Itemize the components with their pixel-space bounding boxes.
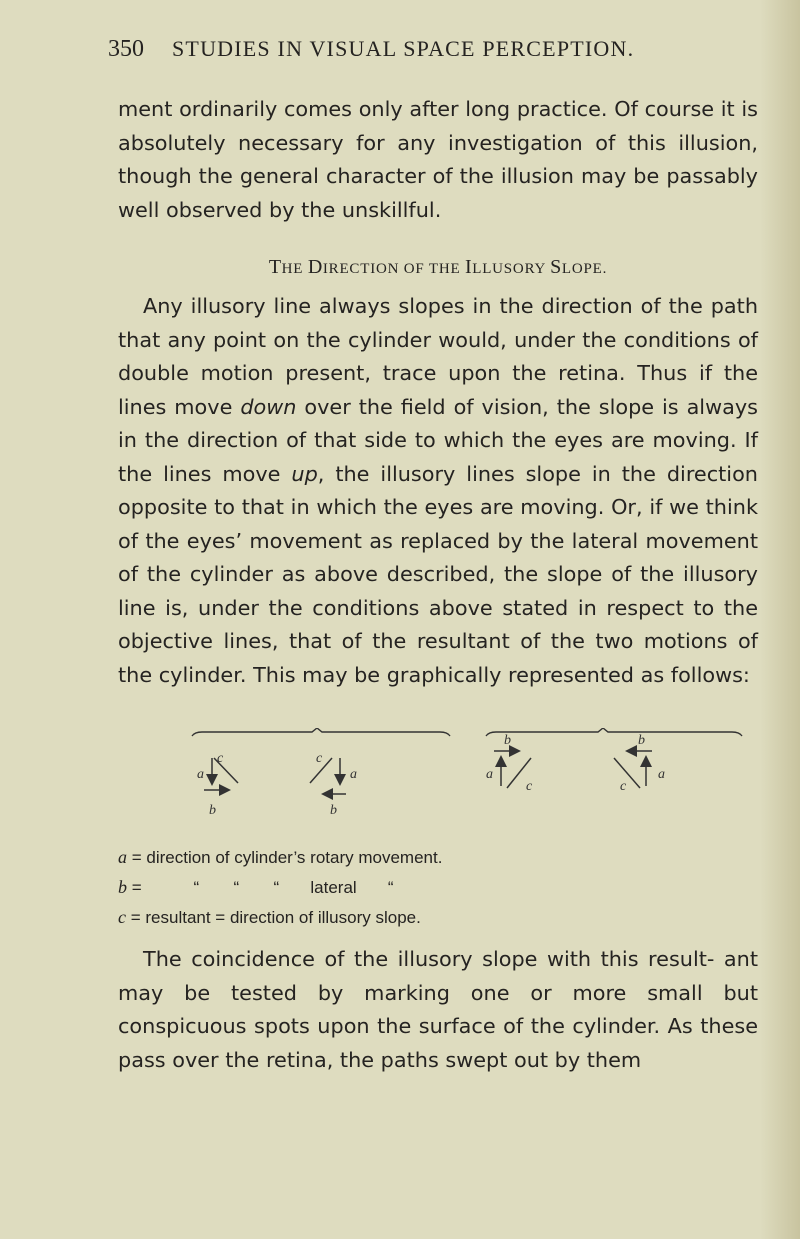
paragraph-3: [118, 943, 758, 1077]
fig4-label-a: a: [658, 767, 665, 782]
fig4-label-b: b: [638, 733, 645, 748]
page-number: 350: [108, 36, 144, 62]
paragraph-3-text: The coincidence of the illusory slope with this result- ant may be tested by marking one or more small but conspicuous spots upon the surface of the cylinder. As these pass over the retina, the paths swept out by them: [118, 947, 758, 1072]
running-title: STUDIES IN VISUAL SPACE PERCEPTION.: [172, 36, 635, 61]
fig4-label-c: c: [620, 779, 627, 794]
fig2-label-a: a: [350, 767, 357, 782]
fig1-label-a: a: [197, 767, 204, 782]
section-title: THE DIRECTION OF THE ILLUSORY SLOPE.: [268, 256, 608, 278]
legend-line-b: b = “ “ “ lateral “: [118, 877, 394, 897]
fig1-label-c: c: [217, 751, 224, 766]
emphasis-down: down: [240, 394, 297, 419]
emphasis-up: up: [291, 461, 318, 486]
fig2-label-c: c: [316, 751, 323, 766]
paragraph-2: [118, 290, 758, 692]
legend-line-a: a = direction of cylinder’s rotary movement.: [118, 847, 443, 867]
fig1-label-b: b: [209, 803, 216, 818]
running-header: [108, 36, 748, 63]
fig2-label-b: b: [330, 803, 337, 818]
fig3-label-a: a: [486, 767, 493, 782]
page-edge-shadow: [760, 0, 800, 1239]
paragraph-2-text: Any illusory line always slopes in the direction of the path that any point on the cylinder would, under the conditions of double motion present, trace upon the retina. Thus if the lines move down over the field of vision, the slope is always in the direction of that side to which the eyes are moving. If the lines move up, the illusory lines slope in the direction opposite to that in which the eyes are moving. Or, if we think of the eyes’ movement as replaced by the lateral movement of the cylinder as above described, the slope of the illusory line is, under the conditions above stated in respect to the objective lines, that of the resultant of the two motions of the cylinder. This may be graphically represented as follows:: [118, 294, 758, 687]
paragraph-1-text: ment ordinarily comes only after long practice. Of course it is absolutely necessary for any investigation of this illusion, though the general character of the illusion may be passably well observed by the unskillful.: [118, 97, 758, 222]
left-group-brace: [192, 728, 450, 736]
right-group-brace: [486, 728, 742, 736]
fig3-label-b: b: [504, 733, 511, 748]
legend-line-c: c = resultant = direction of illusory slope.: [118, 907, 421, 927]
fig3-label-c: c: [526, 779, 533, 794]
paragraph-1: [118, 93, 758, 227]
motion-diagram: [118, 728, 758, 828]
